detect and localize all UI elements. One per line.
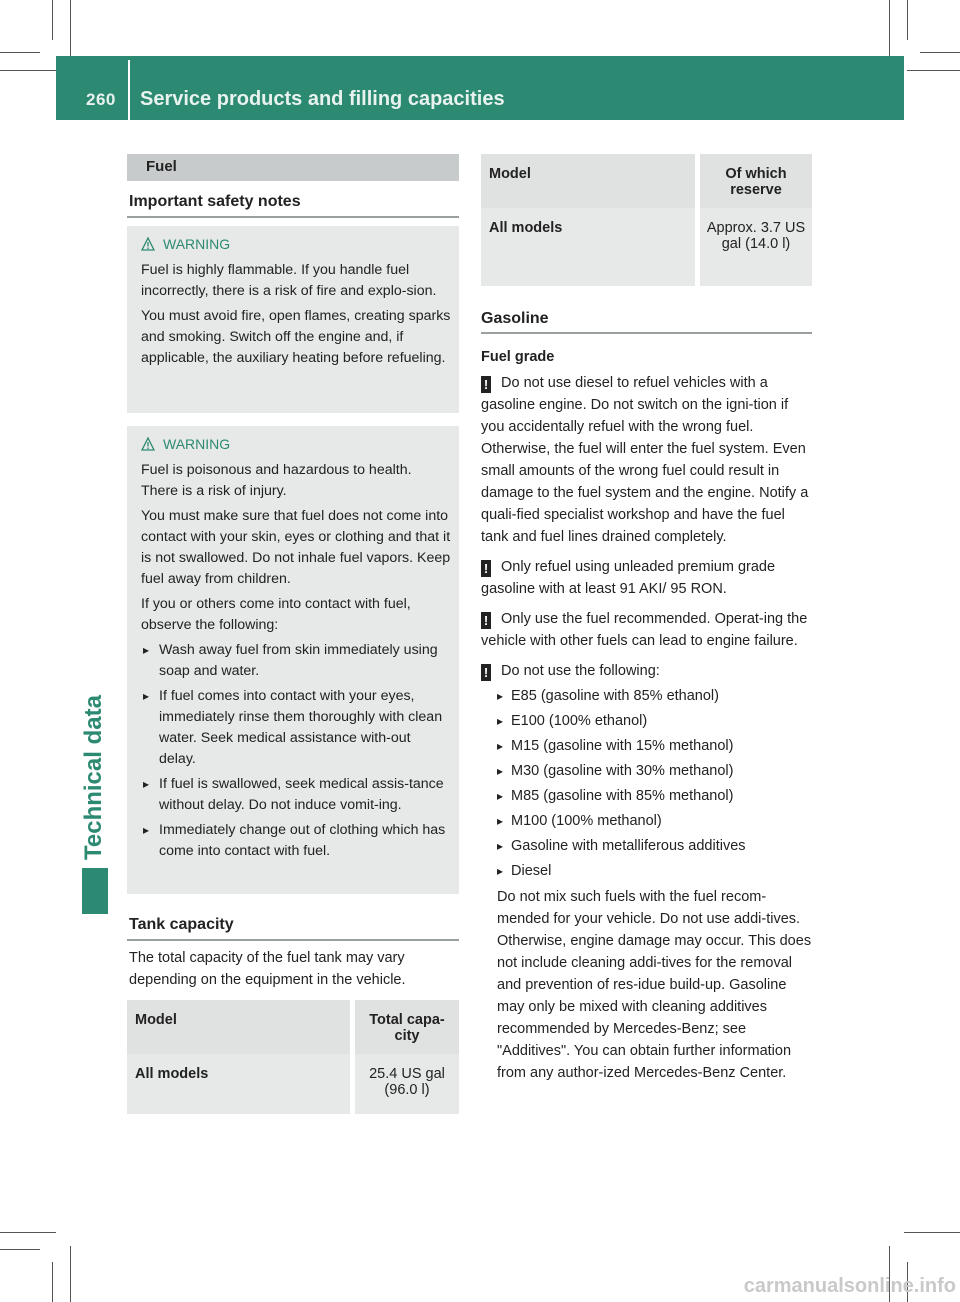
notice-text: Only use the fuel recommended. Operat-ing the vehicle with other fuels can lead to engine failure. — [481, 611, 808, 649]
heading-rule — [481, 332, 812, 334]
crop-mark — [889, 0, 890, 56]
exclamation-icon: ! — [481, 560, 491, 577]
heading-rule — [127, 939, 459, 941]
table-header-cell: Model — [481, 154, 695, 208]
crop-mark — [70, 0, 71, 56]
crop-mark — [0, 1232, 56, 1233]
reserve-table — [481, 154, 812, 286]
warning-title — [141, 234, 451, 254]
table-cell: All models — [481, 208, 695, 286]
list-item: ▸ Gasoline with metalliferous additives — [481, 834, 812, 859]
table-cell: Approx. 3.7 US gal (14.0 l) — [700, 208, 812, 286]
list-item: ▸ E85 (gasoline with 85% ethanol) — [481, 684, 812, 709]
tank-capacity-text: The total capacity of the fuel tank may vary depending on the equipment in the vehicle. — [129, 950, 406, 988]
warning-title — [141, 434, 451, 454]
table-header-row — [127, 1000, 459, 1054]
table-row — [127, 1054, 459, 1114]
crop-mark — [907, 0, 908, 40]
notice-item — [481, 372, 812, 548]
list-item: ▸ If fuel comes into contact with your eyes, immediately rinse them thoroughly with clean water. Seek medical assistance with-out delay. — [135, 686, 451, 770]
crop-mark — [70, 1246, 71, 1302]
list-item: ▸ Diesel — [481, 859, 812, 884]
exclamation-icon: ! — [481, 376, 491, 393]
crop-mark — [904, 1232, 960, 1233]
notice-text: Do not use the following: — [501, 663, 660, 679]
watermark: carmanualsonline.info — [743, 1275, 956, 1297]
notice-item — [481, 660, 812, 682]
gasoline-section — [481, 346, 812, 1084]
crop-mark — [0, 52, 40, 53]
crop-mark — [52, 0, 53, 40]
warning-box-1 — [127, 226, 459, 413]
section-title: Fuel — [146, 158, 177, 175]
notice-item — [481, 556, 812, 600]
list-item: ▸ Wash away fuel from skin immediately using soap and water. — [135, 640, 451, 682]
table-header-row — [481, 154, 812, 208]
table-row — [481, 208, 812, 286]
exclamation-icon: ! — [481, 612, 491, 629]
table-header-cell: Total capa-city — [355, 1000, 459, 1054]
side-tab-text: Technical data — [80, 695, 107, 860]
table-cell: 25.4 US gal (96.0 l) — [355, 1054, 459, 1114]
warning-text: If you or others come into contact with fuel, observe the following: — [141, 596, 411, 633]
notice-item — [481, 608, 812, 652]
list-item: ▸ M85 (gasoline with 85% methanol) — [481, 784, 812, 809]
fuel-grade-title: Fuel grade — [481, 349, 555, 365]
warning-triangle-icon — [141, 237, 155, 251]
tank-capacity-table — [127, 1000, 459, 1114]
heading-safety-notes: Important safety notes — [129, 193, 301, 210]
list-item: ▸ M15 (gasoline with 15% methanol) — [481, 734, 812, 759]
notice-text: Do not use diesel to refuel vehicles with a gasoline engine. Do not switch on the igni-tion if you accidentally refuel with the wrong fuel. Otherwise, the fuel will enter the fuel system. Even small amounts of the wrong fuel could result in damage to the fuel system and the engine. Notify a quali-fied specialist workshop and have the fuel tank and fuel lines drained completely. — [481, 375, 809, 545]
warning-text: Fuel is poisonous and hazardous to health. There is a risk of injury. — [141, 462, 412, 499]
header-divider — [128, 60, 130, 120]
notice-text: Only refuel using unleaded premium grade gasoline with at least 91 AKI/ 95 RON. — [481, 559, 776, 597]
warning-triangle-icon — [141, 437, 155, 451]
heading-gasoline: Gasoline — [481, 310, 549, 327]
list-item: ▸ M30 (gasoline with 30% methanol) — [481, 759, 812, 784]
list-item: ▸ E100 (100% ethanol) — [481, 709, 812, 734]
table-cell: All models — [127, 1054, 350, 1114]
list-item: ▸ Immediately change out of clothing which has come into contact with fuel. — [135, 820, 451, 862]
first-aid-list — [135, 640, 451, 862]
closing-paragraph: Do not mix such fuels with the fuel recom-mended for your vehicle. Do not use addi-tives. Otherwise, engine damage may occur. This does not include cleaning addi-tives for the removal and prevention of res-idue build-up. Gasoline may only be mixed with cleaning additives recommended by Mercedes-Benz; see "Additives". You can obtain further information from any author-ized Mercedes-Benz Center. — [497, 889, 812, 1081]
crop-mark — [0, 1249, 40, 1250]
warning-text: You must make sure that fuel does not come into contact with your skin, eyes or clothing and that it is not swallowed. Do not inhale fuel vapors. Keep fuel away from children. — [141, 508, 451, 587]
table-header-cell: Model — [127, 1000, 350, 1054]
list-item: ▸ M100 (100% methanol) — [481, 809, 812, 834]
side-tab-marker — [82, 868, 108, 914]
table-header-cell: Of which reserve — [700, 154, 812, 208]
warning-text: You must avoid fire, open flames, creating sparks and smoking. Switch off the engine and, if applicable, the auxiliary heating before refueling. — [141, 308, 451, 366]
heading-rule — [127, 216, 459, 218]
excluded-fuels-list — [481, 684, 812, 884]
list-item: ▸ If fuel is swallowed, seek medical assis-tance without delay. Do not induce vomit-ing. — [135, 774, 451, 816]
section-title-bar — [127, 154, 459, 181]
exclamation-icon: ! — [481, 664, 491, 681]
warning-box-2 — [127, 426, 459, 894]
warning-text: Fuel is highly flammable. If you handle fuel incorrectly, there is a risk of fire and explo-sion. — [141, 262, 437, 299]
page-title: Service products and filling capacities — [140, 88, 505, 110]
warning-label: WARNING — [163, 236, 231, 252]
page-number: 260 — [86, 90, 116, 109]
crop-mark — [0, 70, 56, 71]
crop-mark — [907, 70, 960, 71]
warning-label: WARNING — [163, 436, 231, 452]
crop-mark — [920, 52, 960, 53]
heading-tank-capacity: Tank capacity — [129, 916, 234, 933]
crop-mark — [52, 1262, 53, 1302]
